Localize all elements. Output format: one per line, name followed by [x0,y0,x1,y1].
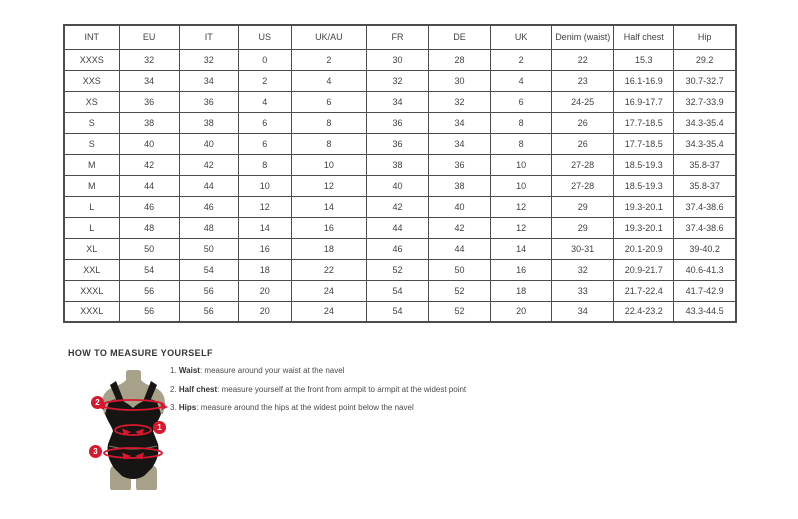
size-cell: 8 [238,154,291,175]
size-cell: 26 [552,133,614,154]
size-cell: 12 [291,175,366,196]
size-cell: 17.7-18.5 [614,133,674,154]
size-cell: S [64,112,119,133]
size-cell: 40 [429,196,491,217]
size-cell: 26 [552,112,614,133]
size-cell: XXXL [64,301,119,322]
column-header-eu: EU [119,25,179,49]
column-header-de: DE [429,25,491,49]
size-cell: 42 [179,154,238,175]
size-cell: 10 [238,175,291,196]
size-cell: 6 [291,91,366,112]
size-cell: 33 [552,280,614,301]
size-cell: 30-31 [552,238,614,259]
size-cell: 40 [119,133,179,154]
table-row [64,133,736,154]
size-cell: 38 [119,112,179,133]
table-row [64,238,736,259]
size-cell: 19.3-20.1 [614,196,674,217]
size-cell: 42 [429,217,491,238]
measure-badge-hips: 3 [89,445,102,458]
size-cell: 12 [491,217,552,238]
column-header-us: US [238,25,291,49]
size-cell: L [64,196,119,217]
size-cell: 22 [552,49,614,70]
size-cell: 46 [119,196,179,217]
table-body [64,49,736,322]
size-cell: 36 [179,91,238,112]
size-cell: 16.9-17.7 [614,91,674,112]
size-cell: 30 [429,70,491,91]
step-label: Waist [178,366,200,375]
size-cell: 48 [179,217,238,238]
size-cell: 32 [552,259,614,280]
measure-step [170,385,466,395]
size-cell: XL [64,238,119,259]
size-cell: 16 [238,238,291,259]
size-cell: 32.7-33.9 [674,91,736,112]
size-cell: 8 [291,133,366,154]
size-conversion-table [63,24,737,323]
column-header-hip: Hip [674,25,736,49]
measure-steps-list [170,366,466,422]
table-header-row [64,25,736,49]
size-cell: 2 [238,70,291,91]
size-cell: 36 [119,91,179,112]
size-cell: 4 [291,70,366,91]
size-cell: 44 [179,175,238,196]
size-cell: 34 [429,112,491,133]
table-row [64,154,736,175]
size-cell: 42 [366,196,428,217]
measure-badge-chest: 2 [91,396,104,409]
size-cell: 4 [491,70,552,91]
size-cell: 42 [119,154,179,175]
size-cell: 44 [429,238,491,259]
size-cell: 20.1-20.9 [614,238,674,259]
size-cell: 10 [291,154,366,175]
table-row [64,217,736,238]
size-cell: M [64,175,119,196]
size-cell: 50 [429,259,491,280]
size-cell: 52 [366,259,428,280]
size-cell: 32 [179,49,238,70]
size-cell: 30.7-32.7 [674,70,736,91]
size-cell: 24 [291,280,366,301]
size-cell: 40 [366,175,428,196]
size-cell: 18 [491,280,552,301]
swimsuit-body [105,400,161,479]
table-row [64,112,736,133]
table-row [64,259,736,280]
size-cell: 6 [491,91,552,112]
size-cell: 54 [119,259,179,280]
size-cell: 34 [366,91,428,112]
size-cell: 2 [291,49,366,70]
size-cell: 12 [238,196,291,217]
size-cell: 14 [491,238,552,259]
size-cell: 16.1-16.9 [614,70,674,91]
size-cell: 44 [366,217,428,238]
size-cell: XS [64,91,119,112]
size-cell: 29.2 [674,49,736,70]
size-cell: 54 [366,280,428,301]
size-cell: 54 [366,301,428,322]
size-cell: 56 [119,301,179,322]
size-cell: 48 [119,217,179,238]
size-cell: 8 [491,112,552,133]
size-cell: 22.4-23.2 [614,301,674,322]
step-label: Hips [178,403,197,412]
size-cell: 34 [119,70,179,91]
size-cell: 50 [179,238,238,259]
size-cell: 43.3-44.5 [674,301,736,322]
size-cell: 24-25 [552,91,614,112]
size-cell: 56 [179,280,238,301]
size-cell: 37.4-38.6 [674,217,736,238]
size-cell: 36 [366,133,428,154]
size-cell: 28 [429,49,491,70]
size-cell: 22 [291,259,366,280]
size-cell: 6 [238,133,291,154]
size-cell: 34.3-35.4 [674,133,736,154]
size-cell: 18.5-19.3 [614,154,674,175]
column-header-uk-au: UK/AU [291,25,366,49]
size-cell: 8 [491,133,552,154]
size-cell: 0 [238,49,291,70]
size-cell: 40 [179,133,238,154]
measure-section-heading: HOW TO MEASURE YOURSELF [68,348,213,358]
size-cell: 56 [179,301,238,322]
size-cell: 34.3-35.4 [674,112,736,133]
step-number: 1. [170,366,177,375]
step-label: Half chest [178,384,218,394]
step-number: 2. [170,384,177,394]
size-cell: 27-28 [552,154,614,175]
size-cell: 21.7-22.4 [614,280,674,301]
size-cell: 40.6-41.3 [674,259,736,280]
size-cell: S [64,133,119,154]
column-header-int: INT [64,25,119,49]
size-cell: XXXL [64,280,119,301]
size-cell: 2 [491,49,552,70]
size-cell: 38 [366,154,428,175]
size-cell: 15.3 [614,49,674,70]
size-cell: 20 [238,280,291,301]
size-cell: 20.9-21.7 [614,259,674,280]
step-text: : measure around your waist at the navel [199,366,345,375]
size-cell: 35.8-37 [674,175,736,196]
size-cell: 29 [552,196,614,217]
size-cell: 34 [552,301,614,322]
size-cell: 34 [429,133,491,154]
size-cell: 36 [366,112,428,133]
size-cell: 41.7-42.9 [674,280,736,301]
size-cell: 17.7-18.5 [614,112,674,133]
measure-step [170,366,466,376]
size-cell: 24 [291,301,366,322]
size-cell: XXS [64,70,119,91]
size-cell: 46 [179,196,238,217]
size-cell: 34 [179,70,238,91]
size-cell: 16 [291,217,366,238]
size-cell: 32 [119,49,179,70]
size-cell: 39-40.2 [674,238,736,259]
column-header-half-chest: Half chest [614,25,674,49]
column-header-fr: FR [366,25,428,49]
size-cell: 27-28 [552,175,614,196]
size-cell: 20 [238,301,291,322]
size-cell: 44 [119,175,179,196]
size-cell: 18 [291,238,366,259]
size-cell: 52 [429,301,491,322]
size-cell: 14 [238,217,291,238]
size-cell: 36 [429,154,491,175]
size-cell: M [64,154,119,175]
table-row [64,70,736,91]
table-row [64,175,736,196]
size-cell: L [64,217,119,238]
size-cell: 18.5-19.3 [614,175,674,196]
size-cell: 6 [238,112,291,133]
size-cell: 10 [491,175,552,196]
column-header-it: IT [179,25,238,49]
table-row [64,280,736,301]
table-row [64,49,736,70]
size-cell: 30 [366,49,428,70]
size-cell: 18 [238,259,291,280]
step-text: : measure yourself at the front from armpit to armpit at the widest point [217,384,467,394]
size-cell: 35.8-37 [674,154,736,175]
size-cell: 38 [179,112,238,133]
measure-badge-waist: 1 [153,421,166,434]
size-cell: 50 [119,238,179,259]
size-cell: 38 [429,175,491,196]
column-header-denim-waist-: Denim (waist) [552,25,614,49]
table-row [64,91,736,112]
size-cell: 4 [238,91,291,112]
size-cell: 23 [552,70,614,91]
size-cell: 52 [429,280,491,301]
column-header-uk: UK [491,25,552,49]
size-cell: 46 [366,238,428,259]
size-cell: 8 [291,112,366,133]
table-row [64,301,736,322]
size-cell: 37.4-38.6 [674,196,736,217]
size-cell: 32 [366,70,428,91]
mannequin-figure [84,370,184,490]
size-cell: 29 [552,217,614,238]
size-cell: 10 [491,154,552,175]
size-cell: 14 [291,196,366,217]
size-cell: 56 [119,280,179,301]
mannequin-illustration [84,370,184,490]
size-cell: 20 [491,301,552,322]
size-cell: 54 [179,259,238,280]
size-cell: 32 [429,91,491,112]
step-number: 3. [170,403,177,412]
size-cell: XXL [64,259,119,280]
size-cell: XXXS [64,49,119,70]
size-cell: 16 [491,259,552,280]
size-cell: 19.3-20.1 [614,217,674,238]
size-cell: 12 [491,196,552,217]
table-row [64,196,736,217]
step-text: : measure around the hips at the widest point below the navel [196,403,414,412]
measure-step [170,403,466,413]
